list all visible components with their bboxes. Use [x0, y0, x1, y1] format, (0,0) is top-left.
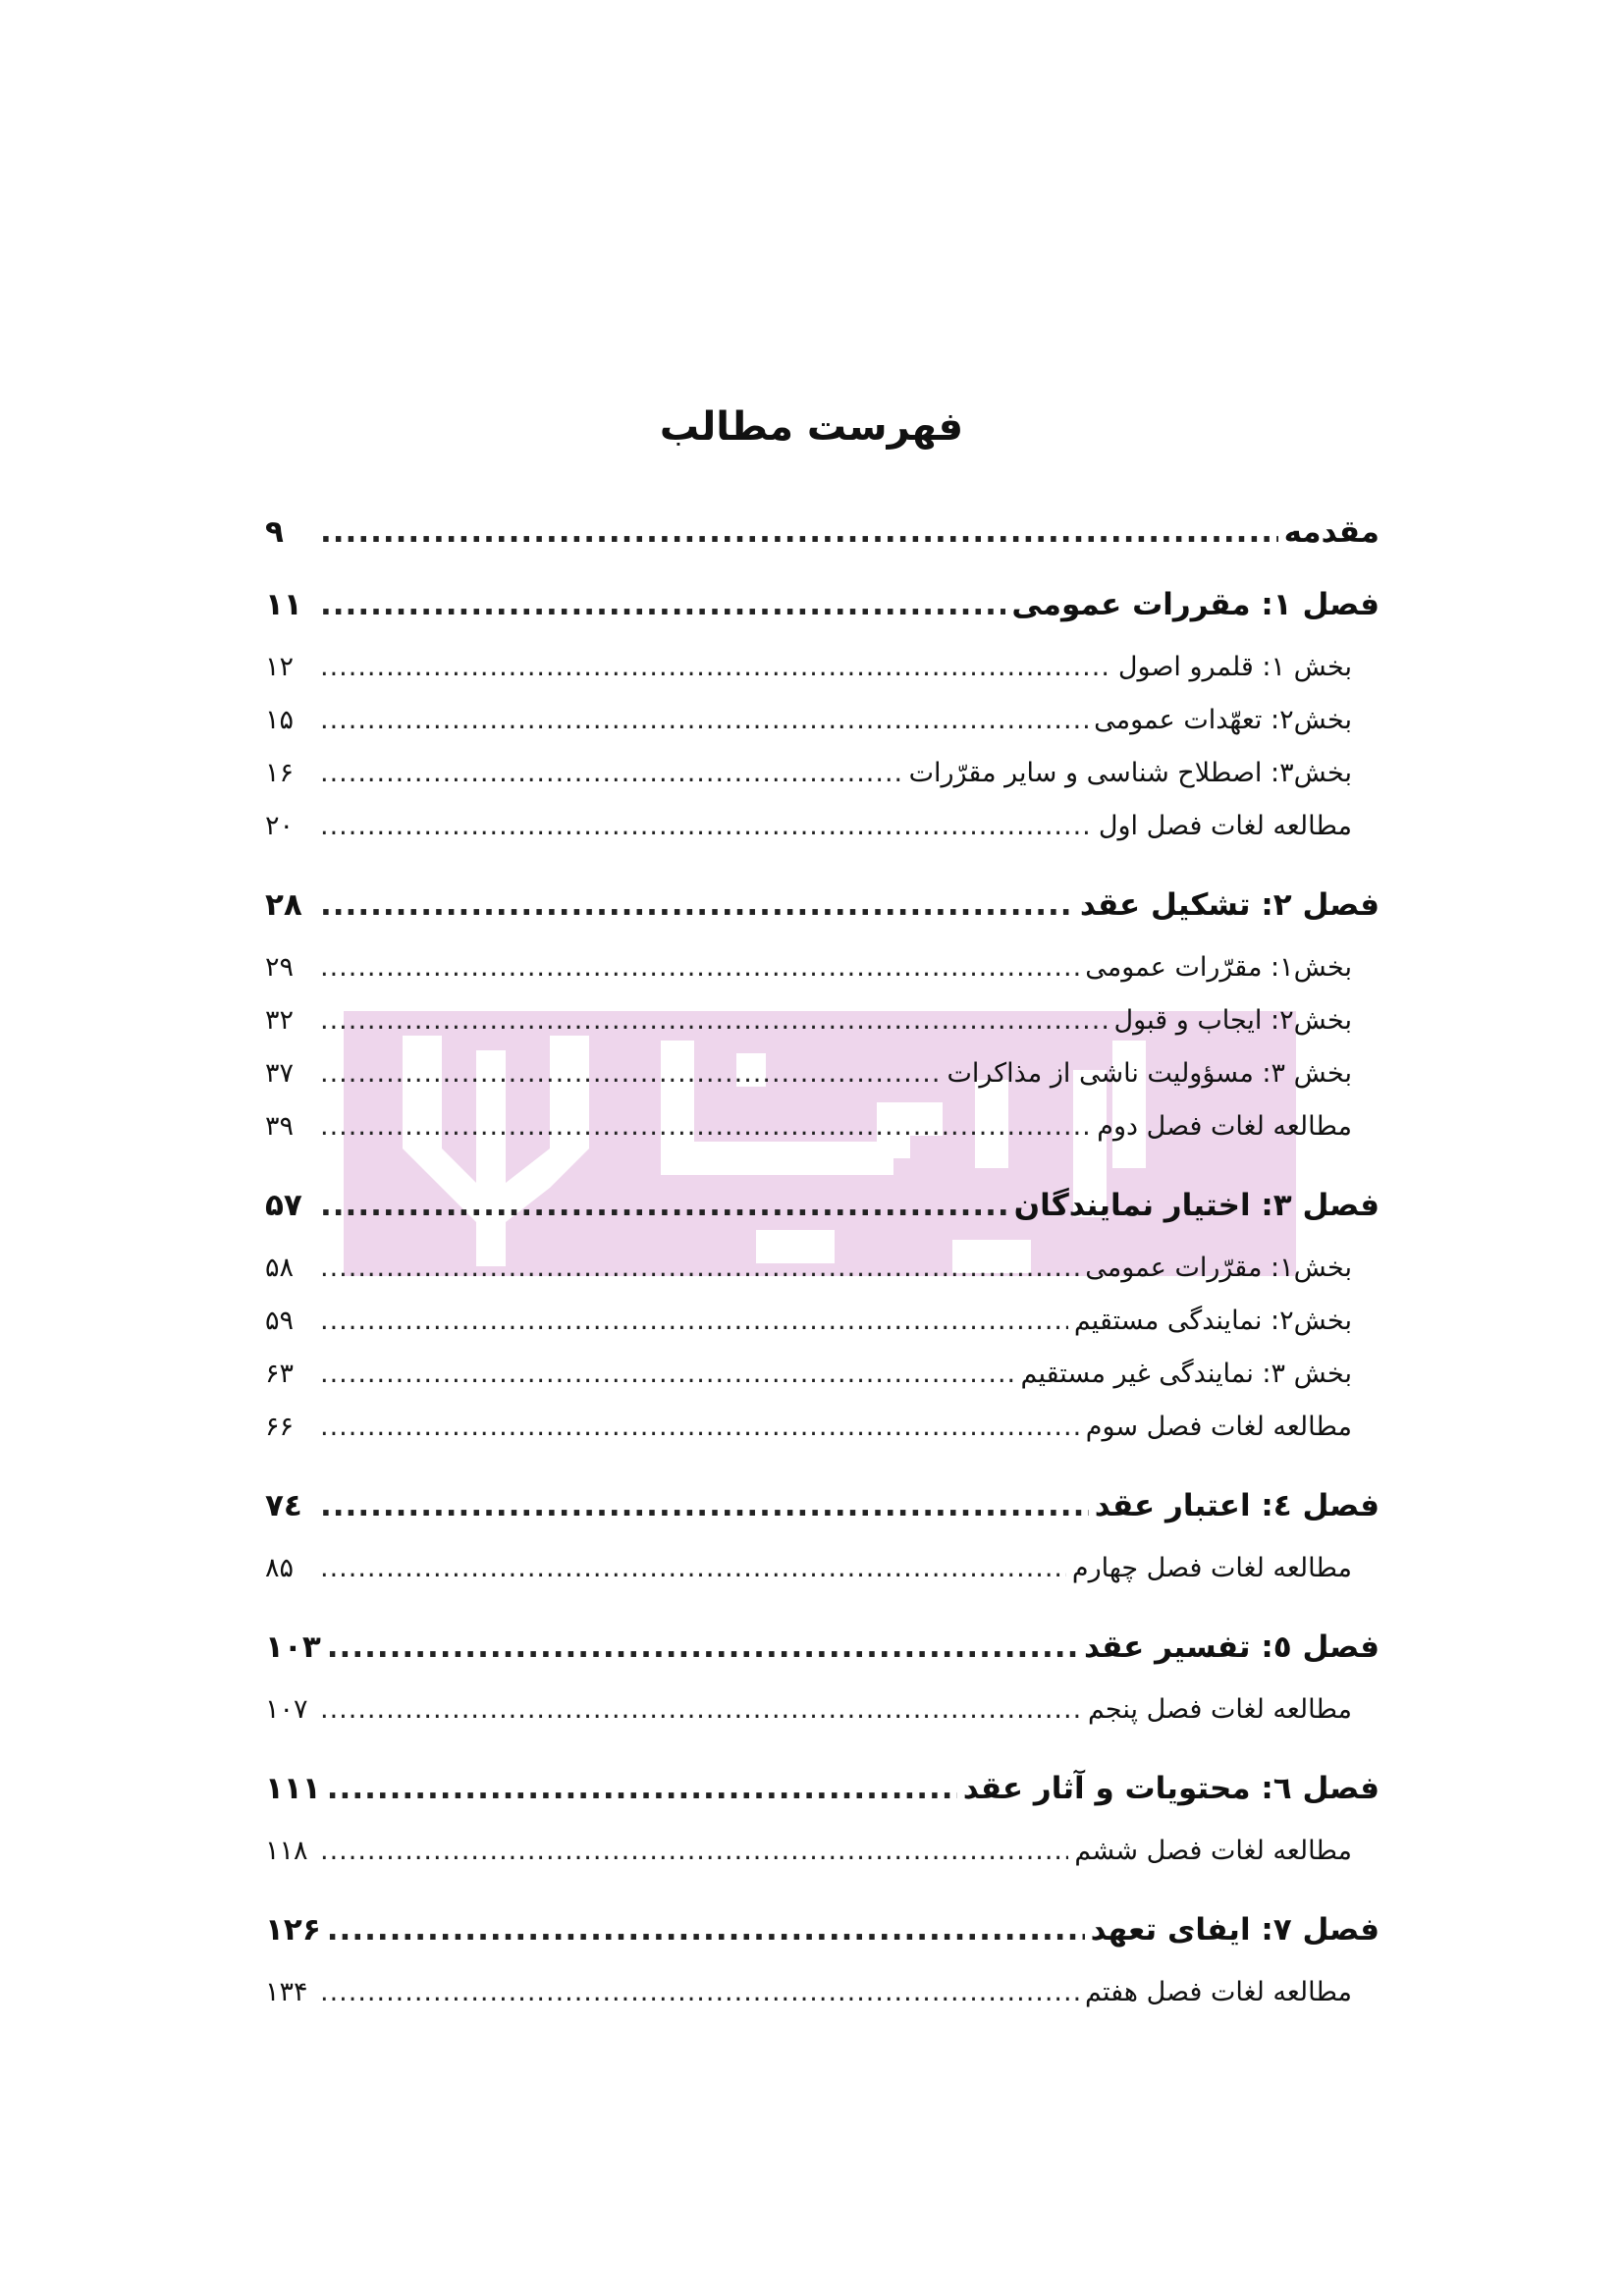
dot-leader [320, 1683, 1082, 1736]
dot-leader [320, 869, 1074, 941]
dot-leader [320, 1100, 1091, 1153]
dot-leader [320, 941, 1079, 994]
toc-entry-page: ۱۰۷ [265, 1694, 308, 1725]
dot-leader [320, 1401, 1080, 1454]
dot-leader [327, 1752, 957, 1825]
toc-entry-page: ۵۷ [265, 1188, 302, 1223]
toc-entry-label: بخش۱: مقرّرات عمومی [1085, 952, 1352, 983]
toc-entry-label: مطالعه لغات فصل دوم [1097, 1111, 1352, 1142]
toc-entry-section[interactable] [265, 641, 1380, 694]
toc-entry-page: ۱۰۳ [265, 1629, 321, 1665]
toc-entry-label: بخش۲: ایجاب و قبول [1113, 1005, 1352, 1036]
toc-entry-label: بخش ۱: قلمرو اصول [1117, 652, 1352, 682]
toc-entry-section[interactable] [265, 1047, 1380, 1100]
toc-entry-page: ۳۷ [265, 1058, 295, 1089]
dot-leader [320, 1295, 1068, 1348]
toc-entry-page: ۶۳ [265, 1359, 295, 1389]
toc-entry-introduction[interactable] [265, 496, 1380, 568]
dot-leader [327, 1611, 1078, 1683]
toc-entry-section[interactable] [265, 800, 1380, 853]
toc-entry-label: فصل ۷: ایفای تعهد [1090, 1912, 1380, 1948]
toc-entry-chapter-6[interactable] [265, 1752, 1380, 1825]
toc-entry-label: مطالعه لغات فصل چهارم [1071, 1553, 1352, 1583]
toc-entry-label: بخش۲: نمایندگی مستقیم [1073, 1306, 1352, 1336]
toc-entry-section[interactable] [265, 1295, 1380, 1348]
toc-entry-label: مطالعه لغات فصل هفتم [1085, 1977, 1352, 2007]
toc-entry-page: ۱۱۸ [265, 1836, 308, 1866]
toc-entry-label: بخش ۳: نمایندگی غیر مستقیم [1020, 1359, 1352, 1389]
toc-entry-chapter-7[interactable] [265, 1894, 1380, 1966]
toc-entry-page: ۱۲۶ [265, 1912, 321, 1948]
toc-entry-section[interactable] [265, 694, 1380, 747]
toc-entry-label: مطالعه لغات فصل سوم [1085, 1412, 1352, 1442]
dot-leader [320, 747, 903, 800]
toc-entry-section[interactable] [265, 1348, 1380, 1401]
toc-entry-label: فصل ۲: تشکیل عقد [1079, 887, 1380, 923]
toc-entry-section[interactable] [265, 1401, 1380, 1454]
toc-entry-chapter-5[interactable] [265, 1611, 1380, 1683]
dot-leader [320, 641, 1112, 694]
toc-entry-section[interactable] [265, 1542, 1380, 1595]
toc-entry-label: بخش ۳: مسؤولیت ناشی از مذاکرات [947, 1058, 1352, 1089]
toc-entry-page: ۱۲ [265, 652, 295, 682]
toc-entry-page: ۵۹ [265, 1306, 295, 1336]
toc-entry-section[interactable] [265, 941, 1380, 994]
toc-entry-label: بخش۲: تعهّدات عمومی [1094, 705, 1352, 735]
dot-leader [320, 1542, 1066, 1595]
dot-leader [320, 694, 1088, 747]
toc-entry-page: ۱۱۱ [265, 1771, 321, 1806]
toc-entry-label: مطالعه لغات فصل پنجم [1087, 1694, 1352, 1725]
toc-entry-label: مطالعه لغات فصل ششم [1074, 1836, 1352, 1866]
dot-leader [320, 1242, 1079, 1295]
dot-leader [320, 1169, 1008, 1242]
toc-entry-page: ۲۰ [265, 811, 295, 841]
toc-entry-page: ۱۵ [265, 705, 295, 735]
toc-entry-page: ۸۵ [265, 1553, 295, 1583]
table-of-contents [265, 496, 1380, 2019]
toc-entry-section[interactable] [265, 1242, 1380, 1295]
dot-leader [320, 1348, 1015, 1401]
toc-entry-section[interactable] [265, 1966, 1380, 2019]
toc-entry-page: ۱۶ [265, 758, 295, 788]
toc-entry-page: ۳۹ [265, 1111, 295, 1142]
toc-entry-label: بخش۱: مقرّرات عمومی [1085, 1253, 1352, 1283]
dot-leader [320, 1469, 1089, 1542]
toc-entry-section[interactable] [265, 747, 1380, 800]
toc-entry-page: ۲۸ [265, 887, 302, 923]
toc-entry-label: مطالعه لغات فصل اول [1098, 811, 1352, 841]
toc-entry-page: ۶۶ [265, 1412, 295, 1442]
toc-entry-chapter-1[interactable] [265, 568, 1380, 641]
toc-entry-section[interactable] [265, 1683, 1380, 1736]
dot-leader [320, 1966, 1079, 2019]
dot-leader [320, 994, 1109, 1047]
dot-leader [327, 1894, 1085, 1966]
dot-leader [320, 1825, 1068, 1878]
toc-entry-section[interactable] [265, 1825, 1380, 1878]
toc-entry-chapter-3[interactable] [265, 1169, 1380, 1242]
toc-entry-page: ۱۳۴ [265, 1977, 308, 2007]
toc-entry-page: ۵۸ [265, 1253, 295, 1283]
toc-entry-label: فصل ۱: مقررات عمومی [1011, 587, 1380, 622]
toc-entry-section[interactable] [265, 1100, 1380, 1153]
toc-entry-label: فصل ٥: تفسیر عقد [1083, 1629, 1380, 1665]
page-title: فهرست مطالب [659, 403, 964, 450]
toc-entry-label: فصل ٤: اعتبار عقد [1094, 1488, 1380, 1523]
dot-leader [320, 1047, 941, 1100]
toc-entry-label: بخش۳: اصطلاح شناسی و سایر مقرّرات [908, 758, 1352, 788]
toc-entry-page: ۱۱ [265, 587, 302, 622]
dot-leader [320, 496, 1278, 568]
toc-entry-label: مقدمه [1283, 514, 1380, 550]
toc-entry-chapter-2[interactable] [265, 869, 1380, 941]
toc-entry-label: فصل ۳: اختیار نمایندگان [1013, 1188, 1380, 1223]
toc-entry-page: ۲۹ [265, 952, 295, 983]
toc-entry-page: ۷٤ [265, 1488, 302, 1523]
toc-entry-chapter-4[interactable] [265, 1469, 1380, 1542]
toc-entry-section[interactable] [265, 994, 1380, 1047]
dot-leader [320, 800, 1093, 853]
toc-entry-page: ۳۲ [265, 1005, 295, 1036]
dot-leader [320, 568, 1005, 641]
toc-entry-label: فصل ٦: محتویات و آثار عقد [962, 1771, 1380, 1806]
toc-entry-page: ۹ [265, 514, 284, 550]
